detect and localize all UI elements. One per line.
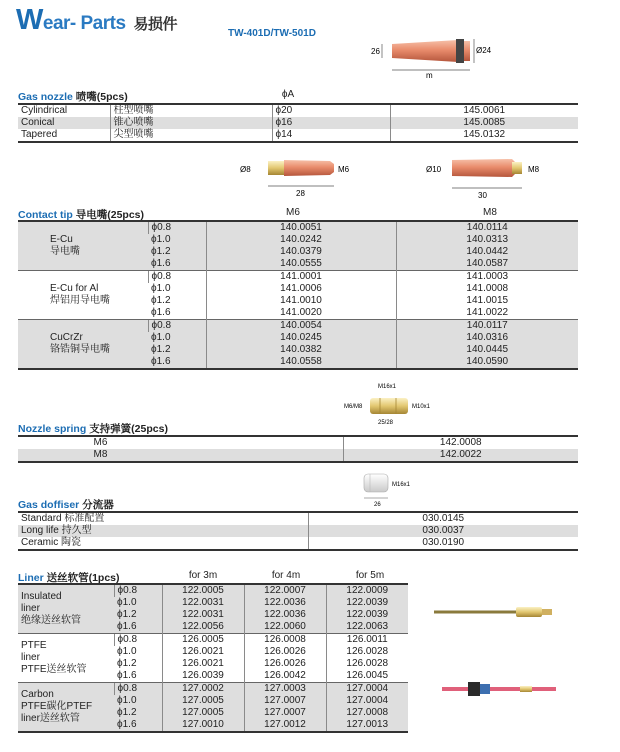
table-row [18, 683, 408, 696]
liner-diameter: ϕ1.0 [117, 646, 137, 657]
nozzle-spring-table [18, 435, 578, 463]
page-title: Wear- Parts 易损件 [16, 4, 178, 36]
liner-diameter: ϕ1.6 [117, 670, 137, 681]
tip-code-m6: 140.0054 [206, 320, 396, 333]
contact-tip-title: Contact tip 导电嘴(25pcs) [18, 209, 145, 221]
model-label: TW-401D/TW-501D [228, 28, 316, 39]
tip-group-label [18, 271, 148, 320]
liner-diameter: ϕ1.2 [114, 609, 162, 621]
liner-code-4m: 126.0026 [244, 646, 326, 658]
nozzle-diameter: ϕ14 [272, 129, 390, 142]
liner-group-text: liner [21, 603, 40, 614]
table-row [18, 634, 408, 647]
liner-code-5m: 122.0039 [326, 597, 408, 609]
spring-label: M8 [18, 449, 183, 462]
tip-diameter: ϕ1.6 [148, 258, 206, 271]
tip-code-m6: 140.0382 [206, 344, 396, 356]
tip-diameter: ϕ0.8 [148, 221, 206, 234]
dim-diameter: Ø10 [426, 165, 442, 174]
table-row [18, 271, 578, 284]
tip-code-m6: 140.0555 [206, 258, 396, 271]
liner-diameter: ϕ0.8 [114, 634, 162, 647]
tip-code-m6: 141.0010 [206, 295, 396, 307]
liner-code-3m: 127.0005 [162, 695, 244, 707]
tip-code-m8: 140.0442 [396, 246, 578, 258]
tip-code-m8: 140.0316 [396, 332, 578, 344]
tip-diameter: ϕ1.0 [148, 332, 206, 344]
table-row [18, 129, 578, 142]
liner-diameter: ϕ1.0 [114, 695, 162, 707]
nozzle-type-cn: 尖型喷嘴 [110, 129, 272, 142]
liner-code-3m: 126.0005 [162, 634, 244, 647]
tip-diameter: ϕ1.0 [151, 283, 171, 294]
gas-nozzle-title: Gas nozzle 喷嘴(5pcs) [18, 91, 128, 103]
spring-code: 142.0022 [343, 449, 578, 462]
diffuser-label: Standard 标准配置 [21, 513, 105, 524]
dim-length: 25/28 [378, 420, 394, 426]
liner-group-text: PTFE [21, 640, 47, 651]
liner-group-text: 绝缘送丝软管 [21, 615, 81, 626]
tip-diameter: ϕ1.0 [148, 234, 206, 246]
table-row [18, 449, 578, 462]
liner-group-label [18, 584, 114, 634]
tip-code-m8: 141.0008 [396, 283, 578, 295]
liner-code-5m: 126.0045 [326, 670, 408, 683]
liner-code-3m: 122.0056 [162, 621, 244, 634]
dim-length: 26 [374, 502, 381, 508]
liner-diameter: ϕ0.8 [114, 584, 162, 597]
liner-code-5m: 127.0004 [326, 683, 408, 696]
liner-code-4m: 127.0007 [244, 695, 326, 707]
liner-code-5m: 127.0008 [326, 707, 408, 719]
liner-code-3m: 122.0031 [162, 609, 244, 621]
dim-length: 28 [296, 189, 305, 198]
liner-diameter: ϕ1.6 [114, 719, 162, 732]
liner-code-3m: 127.0002 [162, 683, 244, 696]
liner-code-3m: 127.0010 [162, 719, 244, 732]
dim-thread: M6 [338, 165, 350, 174]
table-row [18, 537, 578, 550]
tip-diameter: ϕ1.6 [151, 307, 171, 318]
nozzle-type-en: Cylindrical [21, 105, 68, 116]
liner-code-5m: 122.0009 [326, 584, 408, 597]
tip-diameter: ϕ1.2 [151, 295, 171, 306]
diffuser-label: Ceramic 陶瓷 [21, 537, 82, 548]
diffuser-code: 030.0145 [308, 512, 578, 525]
dim-thread: M8 [528, 165, 540, 174]
liner-code-3m: 126.0039 [162, 670, 244, 683]
liner-code-5m: 122.0039 [326, 609, 408, 621]
nozzle-type-cn: 锥心喷嘴 [110, 117, 272, 129]
liner-code-4m: 127.0007 [244, 707, 326, 719]
tip-group-en: CuCrZr [50, 332, 83, 343]
tip-code-m8: 140.0114 [396, 221, 578, 234]
liner-code-3m: 127.0005 [162, 707, 244, 719]
tip-diameter: ϕ1.2 [148, 344, 206, 356]
liner-code-4m: 122.0036 [244, 609, 326, 621]
nozzle-type-en: Conical [18, 117, 110, 129]
liner-code-4m: 122.0007 [244, 584, 326, 597]
liner-code-4m: 126.0026 [244, 658, 326, 670]
nozzle-code: 145.0132 [390, 129, 578, 142]
tip-code-m6: 140.0558 [206, 356, 396, 369]
table-row [18, 512, 578, 525]
liner-code-5m: 122.0063 [326, 621, 408, 634]
tip-code-m6: 141.0020 [206, 307, 396, 320]
contact-tip-table [18, 220, 578, 370]
tip-group-cn: 导电嘴 [50, 246, 80, 257]
table-row [18, 584, 408, 597]
gas-diffuser-table [18, 511, 578, 551]
liner-code-3m: 122.0005 [162, 584, 244, 597]
liner-code-4m: 127.0003 [244, 683, 326, 696]
liner-diameter: ϕ1.6 [114, 621, 162, 634]
liner-code-5m: 126.0028 [326, 646, 408, 658]
diffuser-code: 030.0190 [308, 537, 578, 550]
liner-group-label [18, 634, 114, 683]
gas-nozzle-image [370, 34, 520, 86]
tip-code-m8: 140.0117 [396, 320, 578, 333]
gas-nozzle-col-header: ϕA [281, 89, 295, 100]
dim-thread: M16x1 [392, 482, 411, 488]
spring-label: M6 [93, 437, 108, 448]
tip-code-m8: 140.0587 [396, 258, 578, 271]
liner-diameter: ϕ1.2 [114, 707, 162, 719]
dim-height: 26 [371, 47, 380, 56]
nozzle-code: 145.0061 [390, 104, 578, 117]
liner-code-3m: 126.0021 [162, 658, 244, 670]
tip-code-m8: 141.0022 [396, 307, 578, 320]
carbon-liner-image [440, 676, 560, 702]
tip-code-m6: 141.0006 [206, 283, 396, 295]
dim-thread: M10x1 [412, 404, 431, 410]
tip-code-m6: 140.0379 [206, 246, 396, 258]
table-row [18, 436, 578, 449]
liner-group-text: PTFE碳化PTEF [21, 701, 93, 712]
tip-code-m8: 140.0445 [396, 344, 578, 356]
liner-code-3m: 122.0031 [162, 597, 244, 609]
nozzle-type-cn: 柱型喷嘴 [110, 104, 272, 117]
liner-code-4m: 126.0008 [244, 634, 326, 647]
tip-diameter: ϕ0.8 [148, 271, 206, 284]
liner-col-3m: for 3m [188, 570, 218, 581]
liner-code-5m: 127.0013 [326, 719, 408, 732]
tip-diameter: ϕ1.2 [148, 246, 206, 258]
tip-group-label [18, 221, 148, 271]
nozzle-diameter: ϕ20 [272, 104, 390, 117]
tip-code-m8: 140.0590 [396, 356, 578, 369]
table-row [18, 104, 578, 117]
tip-code-m8: 140.0313 [396, 234, 578, 246]
dim-thread: M6/M8 [344, 404, 363, 410]
spring-code: 142.0008 [343, 436, 578, 449]
liner-code-5m: 127.0004 [326, 695, 408, 707]
table-row [18, 117, 578, 129]
gas-diffuser-image [356, 460, 416, 508]
diffuser-label: Long life 持久型 [18, 525, 308, 537]
contact-tip-m6-image [238, 152, 368, 206]
liner-group-text: Insulated [21, 591, 62, 602]
liner-group-label [18, 683, 114, 733]
table-row [18, 320, 578, 333]
liner-group-text: liner送丝软管 [21, 713, 80, 724]
tip-group-en: E-Cu [50, 234, 73, 245]
liner-diameter: ϕ1.2 [117, 658, 137, 669]
diffuser-code: 030.0037 [308, 525, 578, 537]
insulated-liner-image [432, 600, 557, 624]
dim-length: m [426, 71, 433, 80]
dim-diameter: Ø8 [240, 165, 251, 174]
contact-tip-col-m6: M6 [286, 207, 300, 218]
nozzle-type-en: Tapered [21, 129, 58, 140]
liner-title: Liner 送丝软管(1pcs) [18, 572, 120, 584]
tip-code-m6: 140.0245 [206, 332, 396, 344]
liner-col-4m: for 4m [271, 570, 301, 581]
tip-code-m6: 141.0001 [206, 271, 396, 284]
nozzle-code: 145.0085 [390, 117, 578, 129]
liner-diameter: ϕ1.0 [114, 597, 162, 609]
liner-diameter: ϕ0.8 [114, 683, 162, 696]
liner-col-5m: for 5m [355, 570, 385, 581]
tip-group-cn: 铬锆铜导电嘴 [50, 344, 110, 355]
tip-code-m8: 141.0015 [396, 295, 578, 307]
nozzle-spring-image [340, 380, 440, 426]
tip-code-m6: 140.0242 [206, 234, 396, 246]
liner-code-4m: 122.0036 [244, 597, 326, 609]
liner-code-4m: 127.0012 [244, 719, 326, 732]
liner-code-3m: 126.0021 [162, 646, 244, 658]
tip-diameter: ϕ1.6 [148, 356, 206, 369]
tip-group-cn: 焊铝用导电嘴 [50, 295, 110, 306]
tip-group-label [18, 320, 148, 370]
dim-phi-a: Ø24 [476, 46, 492, 55]
liner-group-text: PTFE送丝软管 [21, 664, 87, 675]
gas-nozzle-table [18, 103, 578, 143]
tip-group-en: E-Cu for Al [50, 283, 99, 294]
dim-thread: M16x1 [378, 384, 397, 390]
liner-group-text: liner [21, 652, 40, 663]
liner-code-4m: 122.0060 [244, 621, 326, 634]
contact-tip-m8-image [424, 152, 554, 206]
liner-code-5m: 126.0028 [326, 658, 408, 670]
liner-code-5m: 126.0011 [326, 634, 408, 647]
tip-diameter: ϕ0.8 [148, 320, 206, 333]
table-row [18, 525, 578, 537]
contact-tip-col-m8: M8 [483, 207, 497, 218]
nozzle-diameter: ϕ16 [272, 117, 390, 129]
tip-code-m8: 141.0003 [396, 271, 578, 284]
nozzle-spring-title: Nozzle spring 支持弹簧(25pcs) [18, 423, 168, 435]
gas-diffuser-title: Gas doffiser 分流器 [18, 499, 114, 511]
dim-length: 30 [478, 191, 487, 200]
liner-group-text: Carbon [21, 689, 54, 700]
table-row [18, 221, 578, 234]
liner-table [18, 583, 408, 733]
liner-code-4m: 126.0042 [244, 670, 326, 683]
tip-code-m6: 140.0051 [206, 221, 396, 234]
